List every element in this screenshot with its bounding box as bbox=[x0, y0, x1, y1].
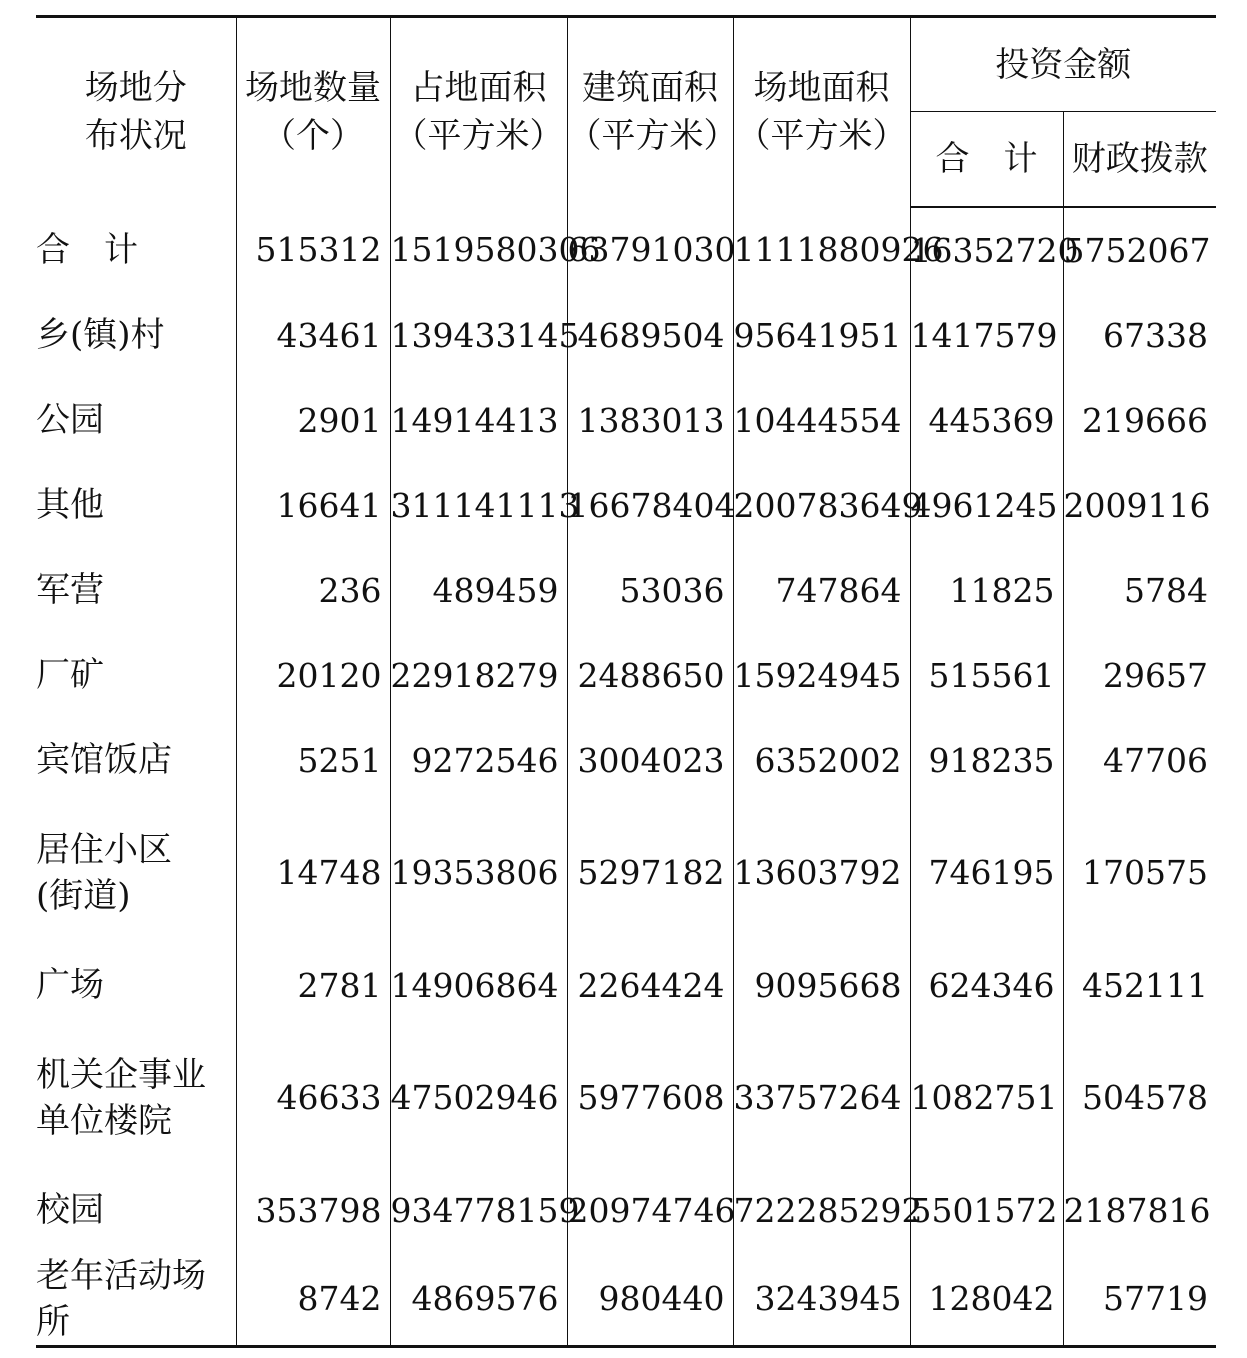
cell-value: 515312 bbox=[236, 207, 390, 293]
table-row bbox=[36, 293, 1216, 378]
header-fiscal-allocation: 财政拨款 bbox=[1063, 112, 1216, 207]
cell-value: 20120 bbox=[236, 633, 390, 718]
cell-value: 5251 bbox=[236, 718, 390, 803]
cell-value: 16352720 bbox=[910, 207, 1063, 293]
cell-value: 489459 bbox=[390, 548, 567, 633]
cell-value: 219666 bbox=[1082, 400, 1208, 440]
cell-value: 353798 bbox=[236, 1168, 390, 1253]
cell-value: 2488650 bbox=[567, 633, 733, 718]
cell-value: 11825 bbox=[910, 548, 1063, 633]
table-row bbox=[36, 718, 1216, 803]
header-land-area: 占地面积 （平方米） bbox=[390, 17, 567, 207]
cell-value: 4689504 bbox=[567, 293, 733, 378]
table-row bbox=[36, 207, 1216, 293]
header-building-area: 建筑面积 （平方米） bbox=[567, 17, 733, 207]
cell-value: 1417579 bbox=[910, 293, 1063, 378]
cell-value: 980440 bbox=[567, 1253, 733, 1347]
cell-value: 5501572 bbox=[910, 1168, 1063, 1253]
cell-value: 67338 bbox=[1103, 315, 1208, 355]
cell-value: 311141113 bbox=[390, 463, 567, 548]
header-investment-total: 合 计 bbox=[910, 112, 1063, 207]
cell-value: 1111880926 bbox=[733, 207, 910, 293]
cell-value: 236 bbox=[236, 548, 390, 633]
cell-value: 22918279 bbox=[390, 633, 567, 718]
cell-value: 6352002 bbox=[733, 718, 910, 803]
row-label: 宾馆饭店 bbox=[36, 718, 236, 803]
table-row bbox=[36, 378, 1216, 463]
cell-value: 53036 bbox=[567, 548, 733, 633]
cell-value: 722285292 bbox=[733, 1168, 910, 1253]
cell-value: 5752067 bbox=[1063, 230, 1211, 270]
table-row bbox=[36, 1253, 1216, 1347]
cell-value: 200783649 bbox=[733, 463, 910, 548]
row-label: 校园 bbox=[36, 1168, 236, 1253]
cell-value: 33757264 bbox=[733, 1028, 910, 1168]
cell-value: 2901 bbox=[236, 378, 390, 463]
cell-value: 47706 bbox=[1103, 740, 1208, 780]
cell-value: 8742 bbox=[236, 1253, 390, 1347]
cell-value: 5977608 bbox=[567, 1028, 733, 1168]
cell-value: 934778159 bbox=[390, 1168, 567, 1253]
cell-value: 452111 bbox=[1082, 965, 1208, 1005]
cell-value: 10444554 bbox=[733, 378, 910, 463]
row-label: 老年活动场所 bbox=[36, 1253, 236, 1347]
cell-value: 747864 bbox=[733, 548, 910, 633]
cell-value: 515561 bbox=[910, 633, 1063, 718]
header-site-area: 场地面积 （平方米） bbox=[733, 17, 910, 207]
cell-value: 624346 bbox=[910, 943, 1063, 1028]
row-label: 厂矿 bbox=[36, 633, 236, 718]
row-label: 乡(镇)村 bbox=[36, 293, 236, 378]
cell-value: 15924945 bbox=[733, 633, 910, 718]
row-label: 居住小区 (街道) bbox=[36, 803, 236, 943]
cell-value: 29657 bbox=[1103, 655, 1208, 695]
cell-value: 139433145 bbox=[390, 293, 567, 378]
cell-value: 63791030 bbox=[567, 207, 733, 293]
table-row bbox=[36, 1168, 1216, 1253]
cell-value: 2264424 bbox=[567, 943, 733, 1028]
row-label: 机关企事业 单位楼院 bbox=[36, 1028, 236, 1168]
cell-value: 47502946 bbox=[390, 1028, 567, 1168]
header-site-count: 场地数量 （个） bbox=[236, 17, 390, 207]
cell-value: 13603792 bbox=[733, 803, 910, 943]
cell-value: 504578 bbox=[1082, 1078, 1208, 1117]
row-label: 广场 bbox=[36, 943, 236, 1028]
cell-value: 46633 bbox=[236, 1028, 390, 1168]
cell-value: 4869576 bbox=[390, 1253, 567, 1347]
row-label: 公园 bbox=[36, 378, 236, 463]
cell-value: 1082751 bbox=[910, 1028, 1063, 1168]
cell-value: 57719 bbox=[1063, 1253, 1216, 1347]
table-row bbox=[36, 463, 1216, 548]
cell-value: 1519580306 bbox=[390, 207, 567, 293]
cell-value: 746195 bbox=[910, 803, 1063, 943]
table-header bbox=[36, 17, 1216, 207]
row-label: 军营 bbox=[36, 548, 236, 633]
cell-value: 918235 bbox=[910, 718, 1063, 803]
table-body bbox=[36, 207, 1216, 1347]
cell-value: 16678404 bbox=[567, 463, 733, 548]
cell-value: 3004023 bbox=[567, 718, 733, 803]
table-row bbox=[36, 943, 1216, 1028]
row-label: 其他 bbox=[36, 463, 236, 548]
cell-value: 445369 bbox=[910, 378, 1063, 463]
cell-value: 2187816 bbox=[1063, 1190, 1211, 1230]
cell-value: 9272546 bbox=[390, 718, 567, 803]
cell-value: 14914413 bbox=[390, 378, 567, 463]
cell-value: 2009116 bbox=[1063, 485, 1211, 525]
row-label: 合 计 bbox=[36, 207, 236, 293]
cell-value: 3243945 bbox=[733, 1253, 910, 1347]
cell-value: 14906864 bbox=[390, 943, 567, 1028]
table-row bbox=[36, 548, 1216, 633]
cell-value: 5297182 bbox=[567, 803, 733, 943]
table-row bbox=[36, 803, 1216, 943]
cell-value: 9095668 bbox=[733, 943, 910, 1028]
cell-value: 20974746 bbox=[567, 1168, 733, 1253]
header-distribution: 场地分 布状况 bbox=[36, 17, 236, 207]
cell-value: 170575 bbox=[1082, 853, 1208, 892]
cell-value: 5784 bbox=[1124, 570, 1208, 610]
cell-value: 2781 bbox=[236, 943, 390, 1028]
cell-value: 95641951 bbox=[733, 293, 910, 378]
cell-value: 4961245 bbox=[910, 463, 1063, 548]
cell-value: 1383013 bbox=[567, 378, 733, 463]
statistics-table bbox=[36, 15, 1216, 1348]
table-row bbox=[36, 1028, 1216, 1168]
cell-value: 14748 bbox=[236, 803, 390, 943]
cell-value: 19353806 bbox=[390, 803, 567, 943]
cell-value: 43461 bbox=[236, 293, 390, 378]
header-investment-group: 投资金额 bbox=[910, 17, 1216, 112]
table-row bbox=[36, 633, 1216, 718]
cell-value: 16641 bbox=[236, 463, 390, 548]
cell-value: 128042 bbox=[910, 1253, 1063, 1347]
